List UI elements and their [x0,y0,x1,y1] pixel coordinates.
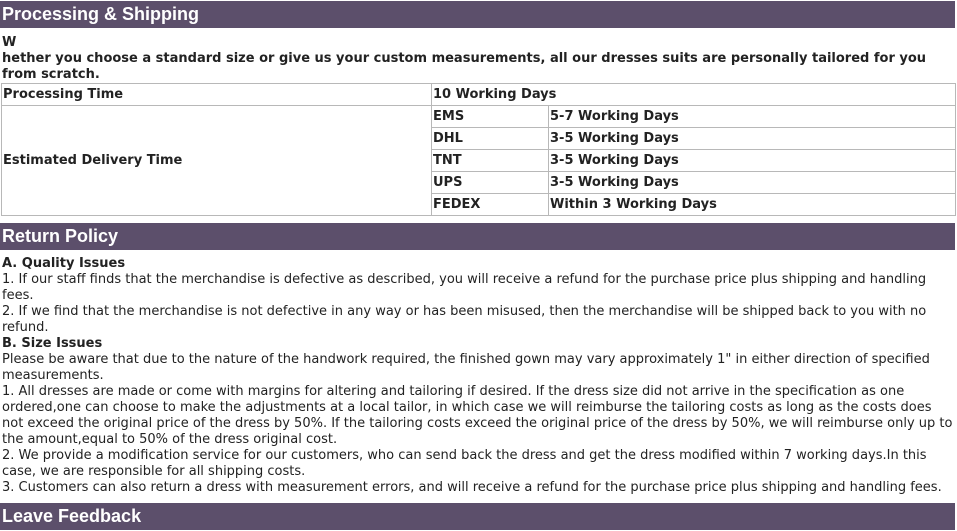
carrier-time: 5-7 Working Days [549,106,956,128]
leave-feedback-header[interactable]: Leave Feedback [0,503,955,530]
size-intro: Please be aware that due to the nature of the handwork required, the finished gown may vary approximately 1" in either direction of specified measurements. [2,352,930,383]
processing-shipping-header: Processing & Shipping [0,1,955,28]
size-issues-heading: B. Size Issues [2,336,103,351]
carrier-name: UPS [432,172,549,194]
intro-first-letter: W [2,35,17,50]
quality-issues-heading: A. Quality Issues [2,256,126,271]
processing-time-value: 10 Working Days [432,84,956,106]
carrier-name: DHL [432,128,549,150]
quality-item: 2. If we find that the merchandise is not defective in any way or has been misused, then the merchandise will be shipped back to you with no refund. [2,304,927,335]
carrier-name: TNT [432,150,549,172]
carrier-name: EMS [432,106,549,128]
return-policy-header: Return Policy [0,223,955,250]
size-item: 3. Customers can also return a dress with measurement errors, and will receive a refund for the purchase price plus shipping and handling fees. [2,480,942,495]
carrier-time: Within 3 Working Days [549,194,956,216]
intro-text: hether you choose a standard size or give us your custom measurements, all our dresses suits are personally tailored for you from scratch. [2,51,927,82]
table-row [2,84,956,106]
size-item: 1. All dresses are made or come with margins for altering and tailoring if desired. If the dress size did not arrive in the specification as one ordered,one can choose to make the adjustments at a local tailor, in which case we will reimburse the tailoring costs as long as the costs does not exceed the original price of the dress by 50%. If the tailoring costs exceed the original price of the dress by 50%, we will reimburse only up to the amount,equal to 50% of the dress original cost. [2,384,953,447]
processing-time-label: Processing Time [2,84,432,106]
table-row [2,106,956,128]
carrier-name: FEDEX [432,194,549,216]
return-policy-body [2,256,955,496]
carrier-time: 3-5 Working Days [549,150,956,172]
carrier-time: 3-5 Working Days [549,128,956,150]
quality-item: 1. If our staff finds that the merchandise is defective as described, you will receive a refund for the purchase price plus shipping and handling fees. [2,272,927,303]
shipping-table [1,83,956,216]
carrier-time: 3-5 Working Days [549,172,956,194]
size-item: 2. We provide a modification service for our customers, who can send back the dress and get the dress modified within 7 working days.In this case, we are responsible for all shipping costs. [2,448,927,479]
delivery-time-label: Estimated Delivery Time [2,106,432,216]
